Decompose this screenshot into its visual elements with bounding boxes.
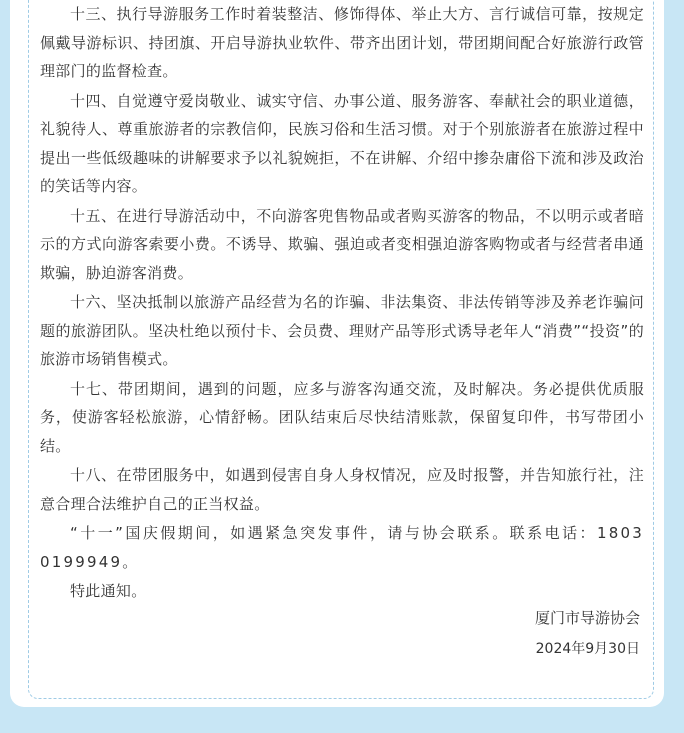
paragraph-18: 十八、在带团服务中，如遇到侵害自身人身权情况，应及时报警，并告知旅行社，注意合理合法维护自己的正当权益。	[40, 466, 644, 513]
paragraph-15: 十五、在进行导游活动中，不向游客兜售物品或者购买游客的物品，不以明示或者暗示的方式向游客索要小费。不诱导、欺骗、强迫或者变相强迫游客购物或者与经营者串通欺骗，胁迫游客消费。	[40, 206, 644, 282]
paragraph-14: 十四、自觉遵守爱岗敬业、诚实守信、办事公道、服务游客、奉献社会的职业道德，礼貌待人、尊重旅游者的宗教信仰，民族习俗和生活习惯。对于个别旅游者在旅游过程中提出一些低级趣味的讲解要求予以礼貌婉拒，不在讲解、介绍中掺杂庸俗下流和涉及政治的笑话等内容。	[40, 91, 644, 195]
paragraph-16: 十六、坚决抵制以旅游产品经营为名的诈骗、非法集资、非法传销等涉及养老诈骗问题的旅游团队。坚决杜绝以预付卡、会员费、理财产品等形式诱导老年人“消费”“投资”的旅游市场销售模式。	[40, 293, 644, 368]
contact-paragraph: “十一”国庆假期间，如遇紧急突发事件，请与协会联系。联系电话：18030199949。	[40, 524, 644, 571]
signature-date: 2024年9月30日	[535, 641, 640, 657]
document-body	[40, 0, 644, 607]
paragraph-13: 十三、执行导游服务工作时着装整洁、修饰得体、举止大方、言行诚信可靠，按规定佩戴导游标识、持团旗、开启导游执业软件、带齐出团计划，带团期间配合好旅游行政管理部门的监督检查。	[40, 5, 644, 80]
paragraph-17: 十七、带团期间，遇到的问题，应多与游客沟通交流，及时解决。务必提供优质服务，使游客轻松旅游，心情舒畅。团队结束后尽快结清账款，保留复印件，书写带团小结。	[40, 379, 644, 455]
signature-organization: 厦门市导游协会	[534, 609, 640, 627]
notice-paragraph: 特此通知。	[70, 582, 147, 600]
